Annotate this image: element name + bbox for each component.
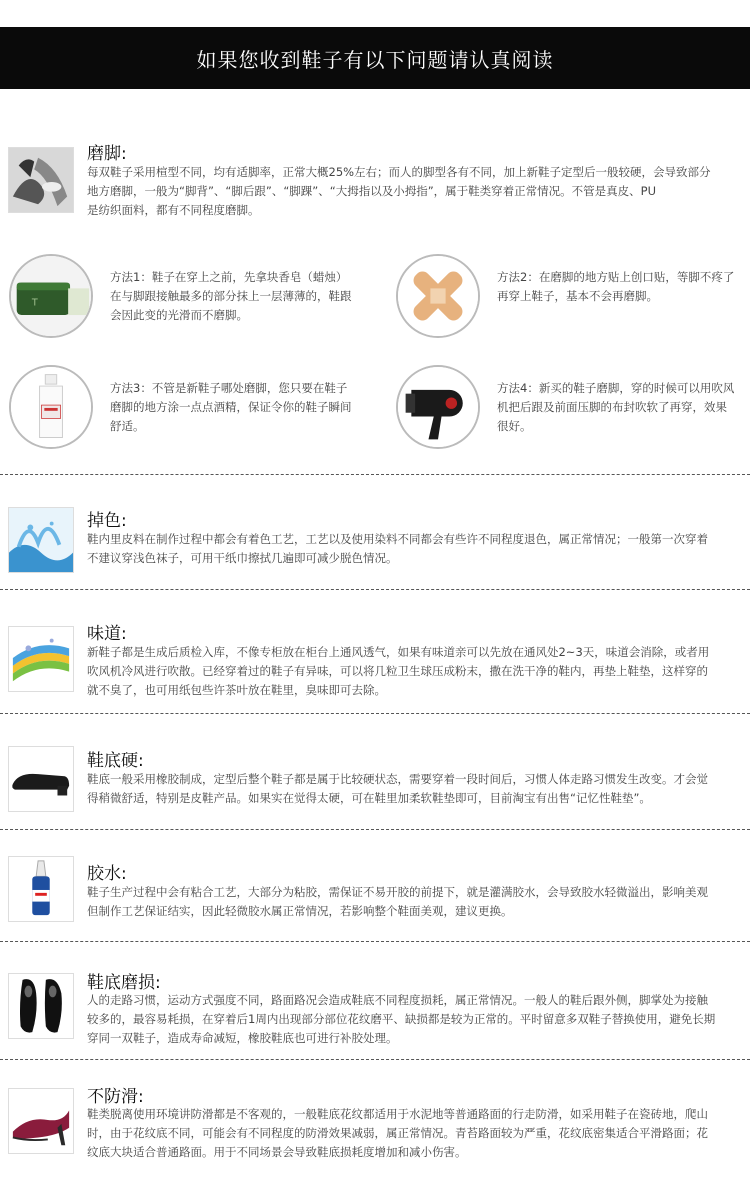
- body-line: 穿同一双鞋子，造成寿命减短，橡胶鞋底也可进行补胶处理。: [87, 1031, 398, 1045]
- section-title: 味道:: [87, 624, 127, 644]
- body-line: 人的走路习惯，运动方式强度不同，路面路况会造成鞋底不同程度损耗，属正常情况。一般人的鞋后跟外侧，脚掌处为接触: [87, 993, 708, 1007]
- method-line: 会因此变的光滑而不磨脚。: [110, 308, 248, 322]
- shoe-sole-icon: [8, 746, 74, 812]
- method-text: [110, 379, 380, 436]
- body-line: 地方磨脚，一般为“脚背”、“脚后跟”、“脚踝”、“大拇指以及小拇指”，属于鞋类穿着正常情况。不管是真皮、PU: [87, 184, 657, 198]
- water-splash-icon: [8, 507, 74, 573]
- heel-shoe-icon: [8, 1088, 74, 1154]
- glue-bottle-icon: [8, 856, 74, 922]
- method-line: 方法2：在磨脚的地方贴上创口贴，等脚不疼了: [497, 270, 735, 284]
- page-title-banner: [0, 27, 750, 89]
- section-diaose: [0, 500, 750, 580]
- section-body: [87, 643, 749, 700]
- method-text: [497, 379, 750, 436]
- method-line: 机把后跟及前面压脚的布封吹软了再穿，效果: [497, 400, 727, 414]
- section-fanghua: [0, 1080, 750, 1180]
- feet-photo-icon: [8, 147, 74, 213]
- divider: [0, 829, 750, 830]
- section-title: 鞋底硬:: [87, 751, 144, 771]
- body-line: 新鞋子都是生成后质检入库，不像专柜放在柜台上通风透气，如果有味道亲可以先放在通风处2~3天，味道会消除，或者用: [87, 645, 710, 659]
- bandage-icon: [396, 254, 480, 338]
- body-line: 但制作工艺保证结实，因此轻微胶水属正常情况，若影响整个鞋面美观，建议更换。: [87, 904, 513, 918]
- body-line: 鞋底一般采用橡胶制成，定型后整个鞋子都是属于比较硬状态，需要穿着一段时间后，习惯人体走路习惯发生改变。才会觉: [87, 772, 708, 786]
- divider: [0, 713, 750, 714]
- svg-text:T: T: [31, 297, 38, 309]
- method-line: 方法1：鞋子在穿上之前，先拿块香皂（蜡烛）: [110, 270, 348, 284]
- body-line: 鞋类脱离使用环境讲防滑都是不客观的，一般鞋底花纹都适用于水泥地等普通路面的行走防滑，如采用鞋子在瓷砖地，爬山: [87, 1107, 708, 1121]
- divider: [0, 1059, 750, 1060]
- alcohol-bottle-icon: [9, 365, 93, 449]
- section-body: [87, 1105, 749, 1162]
- method-line: 在与脚跟接触最多的部分抹上一层薄薄的，鞋跟: [110, 289, 352, 303]
- insole-pair-icon: [8, 973, 74, 1039]
- section-body: [87, 991, 749, 1048]
- section-xiedi: [0, 742, 750, 822]
- section-title: 不防滑:: [87, 1087, 144, 1107]
- body-line: 得稍微舒适，特别是皮鞋产品。如果实在觉得太硬，可在鞋里加柔软鞋垫即可，目前淘宝有出售“记忆性鞋垫”。: [87, 791, 651, 805]
- hair-dryer-icon: [396, 365, 480, 449]
- divider: [0, 474, 750, 475]
- section-title: 鞋底磨损:: [87, 973, 161, 993]
- method-line: 磨脚的地方涂一点点酒精，保证令你的鞋子瞬间: [110, 400, 352, 414]
- section-jiaoshui: [0, 853, 750, 933]
- section-moseun: [0, 966, 750, 1056]
- section-title: 掉色:: [87, 511, 127, 531]
- method-line: 方法4：新买的鞋子磨脚，穿的时候可以用吹风: [497, 381, 735, 395]
- section-body: [87, 770, 749, 808]
- method-line: 舒适。: [110, 419, 145, 433]
- insole-layers-icon: [8, 626, 74, 692]
- method-line: 再穿上鞋子，基本不会再磨脚。: [497, 289, 658, 303]
- method-line: 方法3：不管是新鞋子哪处磨脚，您只要在鞋子: [110, 381, 348, 395]
- body-line: 每双鞋子采用楦型不同，均有适脚率，正常大概25%左右；而人的脚型各有不同，加上新鞋子定型后一般较硬，会导致部分: [87, 165, 711, 179]
- section-body: [87, 163, 749, 220]
- method-line: 很好。: [497, 419, 532, 433]
- body-line: 是纺织面料，都有不同程度磨脚。: [87, 203, 260, 217]
- soap-icon: [9, 254, 93, 338]
- body-line: 鞋子生产过程中会有粘合工艺，大部分为粘胶，需保证不易开胶的前提下，就是灌满胶水，会导致胶水轻微溢出，影响美观: [87, 885, 708, 899]
- method-text: [497, 268, 750, 306]
- body-line: 较多的，最容易耗损，在穿着后1周内出现部分部位花纹磨平、缺损都是较为正常的。平时留意多双鞋子替换使用，避免长期: [87, 1012, 716, 1026]
- divider: [0, 589, 750, 590]
- body-line: 就不臭了，也可用纸包些许茶叶放在鞋里，臭味即可去除。: [87, 683, 386, 697]
- section-weidao: [0, 614, 750, 709]
- page-title: 如果您收到鞋子有以下问题请认真阅读: [196, 47, 554, 72]
- method-text: [110, 268, 380, 325]
- section-body: [87, 883, 749, 921]
- section-title: 胶水:: [87, 864, 127, 884]
- body-line: 吹风机冷风进行吹散。已经穿着过的鞋子有异味，可以将几粒卫生球压成粉末，撒在洗干净的鞋内，再垫上鞋垫，这样穿的: [87, 664, 708, 678]
- top-margin: [0, 0, 750, 27]
- body-line: 不建议穿浅色袜子，可用干纸巾擦拭几遍即可减少脱色情况。: [87, 551, 398, 565]
- section-body: [87, 530, 749, 568]
- section-mojiao: [0, 135, 750, 225]
- body-line: 时，由于花纹底不同，可能会有不同程度的防滑效果减弱，属正常情况。青苔路面较为严重，花纹底密集适合平滑路面；花: [87, 1126, 708, 1140]
- body-line: 鞋内里皮料在制作过程中都会有着色工艺，工艺以及使用染料不同都会有些许不同程度退色，属正常情况；一般第一次穿着: [87, 532, 708, 546]
- section-title: 磨脚:: [87, 144, 127, 164]
- body-line: 纹底大块适合普通路面。用于不同场景会导致鞋底损耗度增加和减小伤害。: [87, 1145, 467, 1159]
- divider: [0, 941, 750, 942]
